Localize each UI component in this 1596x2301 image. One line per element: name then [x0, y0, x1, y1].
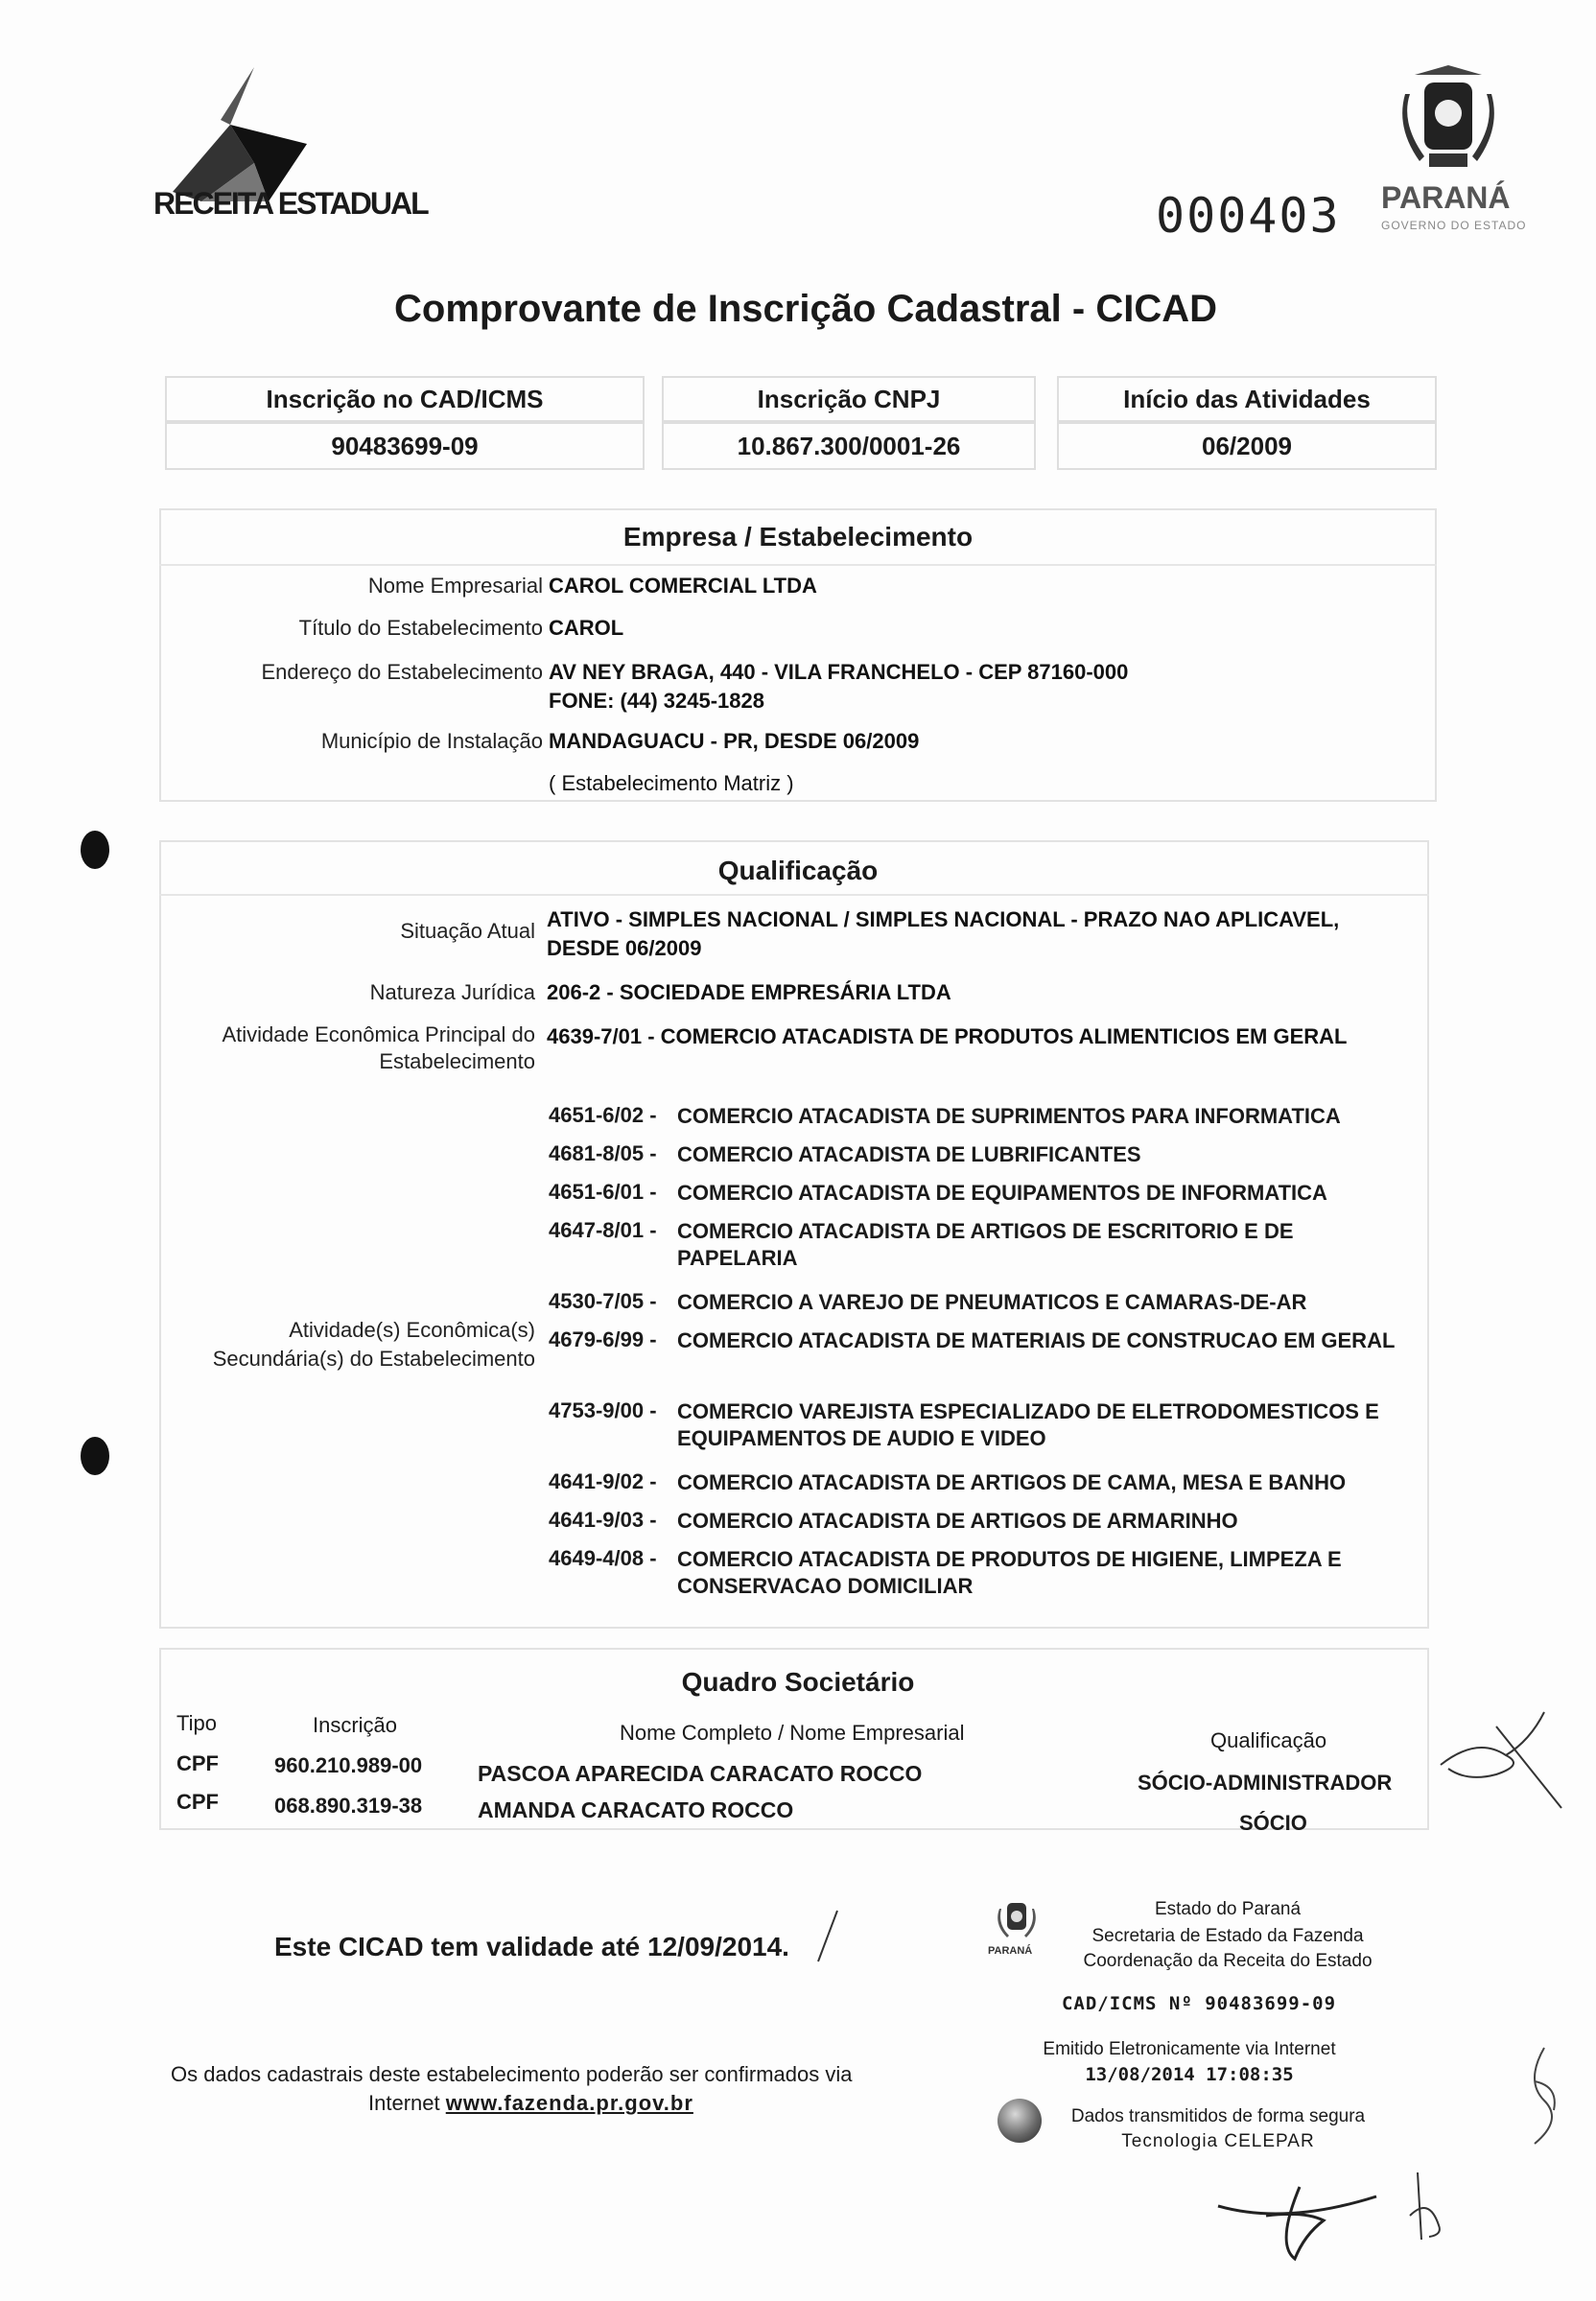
- handwritten-signature-right: [1439, 1707, 1563, 1813]
- socio-nome: AMANDA CARACATO ROCCO: [478, 1797, 794, 1822]
- socio-tipo: CPF: [176, 1790, 219, 1814]
- cnpj-label-cell: Inscrição CNPJ: [662, 376, 1036, 422]
- secundaria-code: 4753-9/00 -: [549, 1398, 657, 1422]
- secundaria-code: 4647-8/01 -: [549, 1218, 657, 1242]
- estado-text: Estado do Paraná: [1154, 1899, 1302, 1919]
- situacao-atual-line1: ATIVO - SIMPLES NACIONAL / SIMPLES NACIONAL - PRAZO NAO APLICAVEL,: [547, 907, 1340, 931]
- parana-state-name: PARANÁ: [1381, 180, 1511, 215]
- parana-state-subtitle: GOVERNO DO ESTADO: [1381, 219, 1527, 232]
- titulo-estabelecimento-value: CAROL: [549, 616, 624, 640]
- handwritten-signature-bottom: [1209, 2168, 1381, 2264]
- secundaria-desc: COMERCIO ATACADISTA DE EQUIPAMENTOS DE INFORMATICA: [677, 1181, 1327, 1205]
- page-title: Comprovante de Inscrição Cadastral - CICAD: [394, 288, 1217, 330]
- receita-estadual-logo-icon: [163, 67, 307, 201]
- situacao-atual-label: Situação Atual: [400, 919, 535, 943]
- cad-icms-label-cell: Inscrição no CAD/ICMS: [165, 376, 645, 422]
- secundaria-desc: COMERCIO A VAREJO DE PNEUMATICOS E CAMARAS-DE-AR: [677, 1290, 1307, 1314]
- fone-value: FONE: (44) 3245-1828: [549, 689, 764, 713]
- parana-coat-of-arms-icon: [1396, 65, 1501, 180]
- situacao-atual-line2: DESDE 06/2009: [547, 936, 702, 960]
- validade-text: Este CICAD tem validade até 12/09/2014.: [274, 1932, 789, 1961]
- atividade-principal-label-2: Estabelecimento: [379, 1049, 535, 1073]
- secundaria-desc: COMERCIO ATACADISTA DE LUBRIFICANTES: [677, 1142, 1141, 1166]
- secundaria-code: 4681-8/05 -: [549, 1141, 657, 1165]
- empresa-heading-rule: [159, 564, 1437, 566]
- socio-qualificacao: SÓCIO-ADMINISTRADOR: [1138, 1771, 1393, 1795]
- col-inscricao-header: Inscrição: [313, 1713, 398, 1737]
- qualificacao-heading-rule: [159, 894, 1429, 896]
- cad-icms-number: CAD/ICMS Nº 90483699-09: [1061, 1993, 1337, 2014]
- socio-qualificacao: SÓCIO: [1239, 1811, 1307, 1835]
- inicio-value-cell: 06/2009: [1057, 422, 1437, 470]
- quadro-societario-heading: Quadro Societário: [681, 1667, 915, 1697]
- col-nome-header: Nome Completo / Nome Empresarial: [620, 1721, 965, 1745]
- receita-estadual-logo-text: RECEITA ESTADUAL: [153, 186, 428, 221]
- secundaria-desc: COMERCIO ATACADISTA DE SUPRIMENTOS PARA INFORMATICA: [677, 1104, 1341, 1128]
- secundaria-desc: COMERCIO ATACADISTA DE PRODUTOS DE HIGIENE, LIMPEZA E CONSERVACAO DOMICILIAR: [677, 1547, 1342, 1598]
- confirm-text-line1: Os dados cadastrais deste estabelecimento poderão ser confirmados via: [171, 2062, 853, 2086]
- confirm-text-line2: [368, 2091, 693, 2116]
- cnpj-value-cell: 10.867.300/0001-26: [662, 422, 1036, 470]
- fazenda-link[interactable]: www.fazenda.pr.gov.br: [445, 2091, 693, 2115]
- col-qualificacao-header: Qualificação: [1210, 1728, 1327, 1752]
- socio-nome: PASCOA APARECIDA CARACATO ROCCO: [478, 1761, 923, 1786]
- atividade-principal-label-1: Atividade Econômica Principal do: [222, 1022, 535, 1046]
- atividade-secundaria-label-1: Atividade(s) Econômica(s): [289, 1318, 535, 1342]
- municipio-label: Município de Instalação: [320, 729, 543, 753]
- endereco-value: AV NEY BRAGA, 440 - VILA FRANCHELO - CEP 87160-000: [549, 660, 1129, 684]
- secundaria-code: 4651-6/02 -: [549, 1103, 657, 1127]
- nome-empresarial-value: CAROL COMERCIAL LTDA: [549, 574, 817, 598]
- handwritten-initials-margin: [1515, 2043, 1573, 2148]
- confirm-internet-prefix: Internet: [368, 2091, 440, 2115]
- municipio-value: MANDAGUACU - PR, DESDE 06/2009: [549, 729, 920, 753]
- atividade-principal-value: 4639-7/01 - COMERCIO ATACADISTA DE PRODUTOS ALIMENTICIOS EM GERAL: [547, 1024, 1348, 1048]
- secretaria-text: Secretaria de Estado da Fazenda: [1091, 1926, 1364, 1946]
- punch-hole-top: [81, 831, 109, 869]
- parana-seal-small-icon: [998, 1897, 1036, 1941]
- titulo-estabelecimento-label: Título do Estabelecimento: [298, 616, 543, 640]
- secundaria-desc: COMERCIO ATACADISTA DE ARTIGOS DE ESCRITORIO E DE PAPELARIA: [677, 1219, 1294, 1270]
- matriz-value: ( Estabelecimento Matriz ): [549, 771, 794, 795]
- socio-inscricao: 068.890.319-38: [274, 1794, 423, 1818]
- secundaria-desc: COMERCIO ATACADISTA DE ARTIGOS DE CAMA, MESA E BANHO: [677, 1470, 1347, 1494]
- atividade-secundaria-label-2: Secundária(s) do Estabelecimento: [212, 1347, 535, 1371]
- socio-inscricao: 960.210.989-00: [274, 1753, 423, 1777]
- document-number: 000403: [1156, 188, 1341, 244]
- emitido-datetime: 13/08/2014 17:08:35: [1085, 2064, 1294, 2085]
- secundaria-code: 4679-6/99 -: [549, 1327, 657, 1351]
- secundaria-code: 4530-7/05 -: [549, 1289, 657, 1313]
- punch-hole-bottom: [81, 1437, 109, 1475]
- qualificacao-heading: Qualificação: [717, 856, 879, 885]
- endereco-label: Endereço do Estabelecimento: [261, 660, 543, 684]
- natureza-juridica-label: Natureza Jurídica: [369, 980, 535, 1004]
- parana-seal-small-text: PARANÁ: [988, 1945, 1033, 1957]
- socio-tipo: CPF: [176, 1751, 219, 1775]
- emitido-text: Emitido Eletronicamente via Internet: [1043, 2039, 1336, 2059]
- nome-empresarial-label: Nome Empresarial: [367, 574, 543, 598]
- secundaria-code: 4641-9/03 -: [549, 1508, 657, 1532]
- secundaria-code: 4651-6/01 -: [549, 1180, 657, 1204]
- secundaria-desc: COMERCIO VAREJISTA ESPECIALIZADO DE ELETRODOMESTICOS E EQUIPAMENTOS DE AUDIO E VIDEO: [677, 1399, 1379, 1450]
- secundaria-desc: COMERCIO ATACADISTA DE ARTIGOS DE ARMARINHO: [677, 1509, 1238, 1533]
- empresa-heading: Empresa / Estabelecimento: [622, 522, 974, 552]
- tecnologia-text: Tecnologia CELEPAR: [1121, 2131, 1315, 2151]
- dados-seguros-text: Dados transmitidos de forma segura: [1070, 2106, 1366, 2126]
- secundaria-desc: COMERCIO ATACADISTA DE MATERIAIS DE CONSTRUCAO EM GERAL: [677, 1328, 1396, 1352]
- cad-icms-value-cell: 90483699-09: [165, 422, 645, 470]
- secundaria-code: 4641-9/02 -: [549, 1469, 657, 1493]
- coordenacao-text: Coordenação da Receita do Estado: [1083, 1951, 1373, 1971]
- inicio-label-cell: Início das Atividades: [1057, 376, 1437, 422]
- natureza-juridica-value: 206-2 - SOCIEDADE EMPRESÁRIA LTDA: [547, 980, 951, 1004]
- handwritten-initials-bottom: [1400, 2168, 1458, 2244]
- col-tipo-header: Tipo: [176, 1711, 217, 1735]
- celepar-globe-icon: [998, 2099, 1042, 2143]
- secundaria-code: 4649-4/08 -: [549, 1546, 657, 1570]
- handwritten-tick-mark: [813, 1909, 842, 1966]
